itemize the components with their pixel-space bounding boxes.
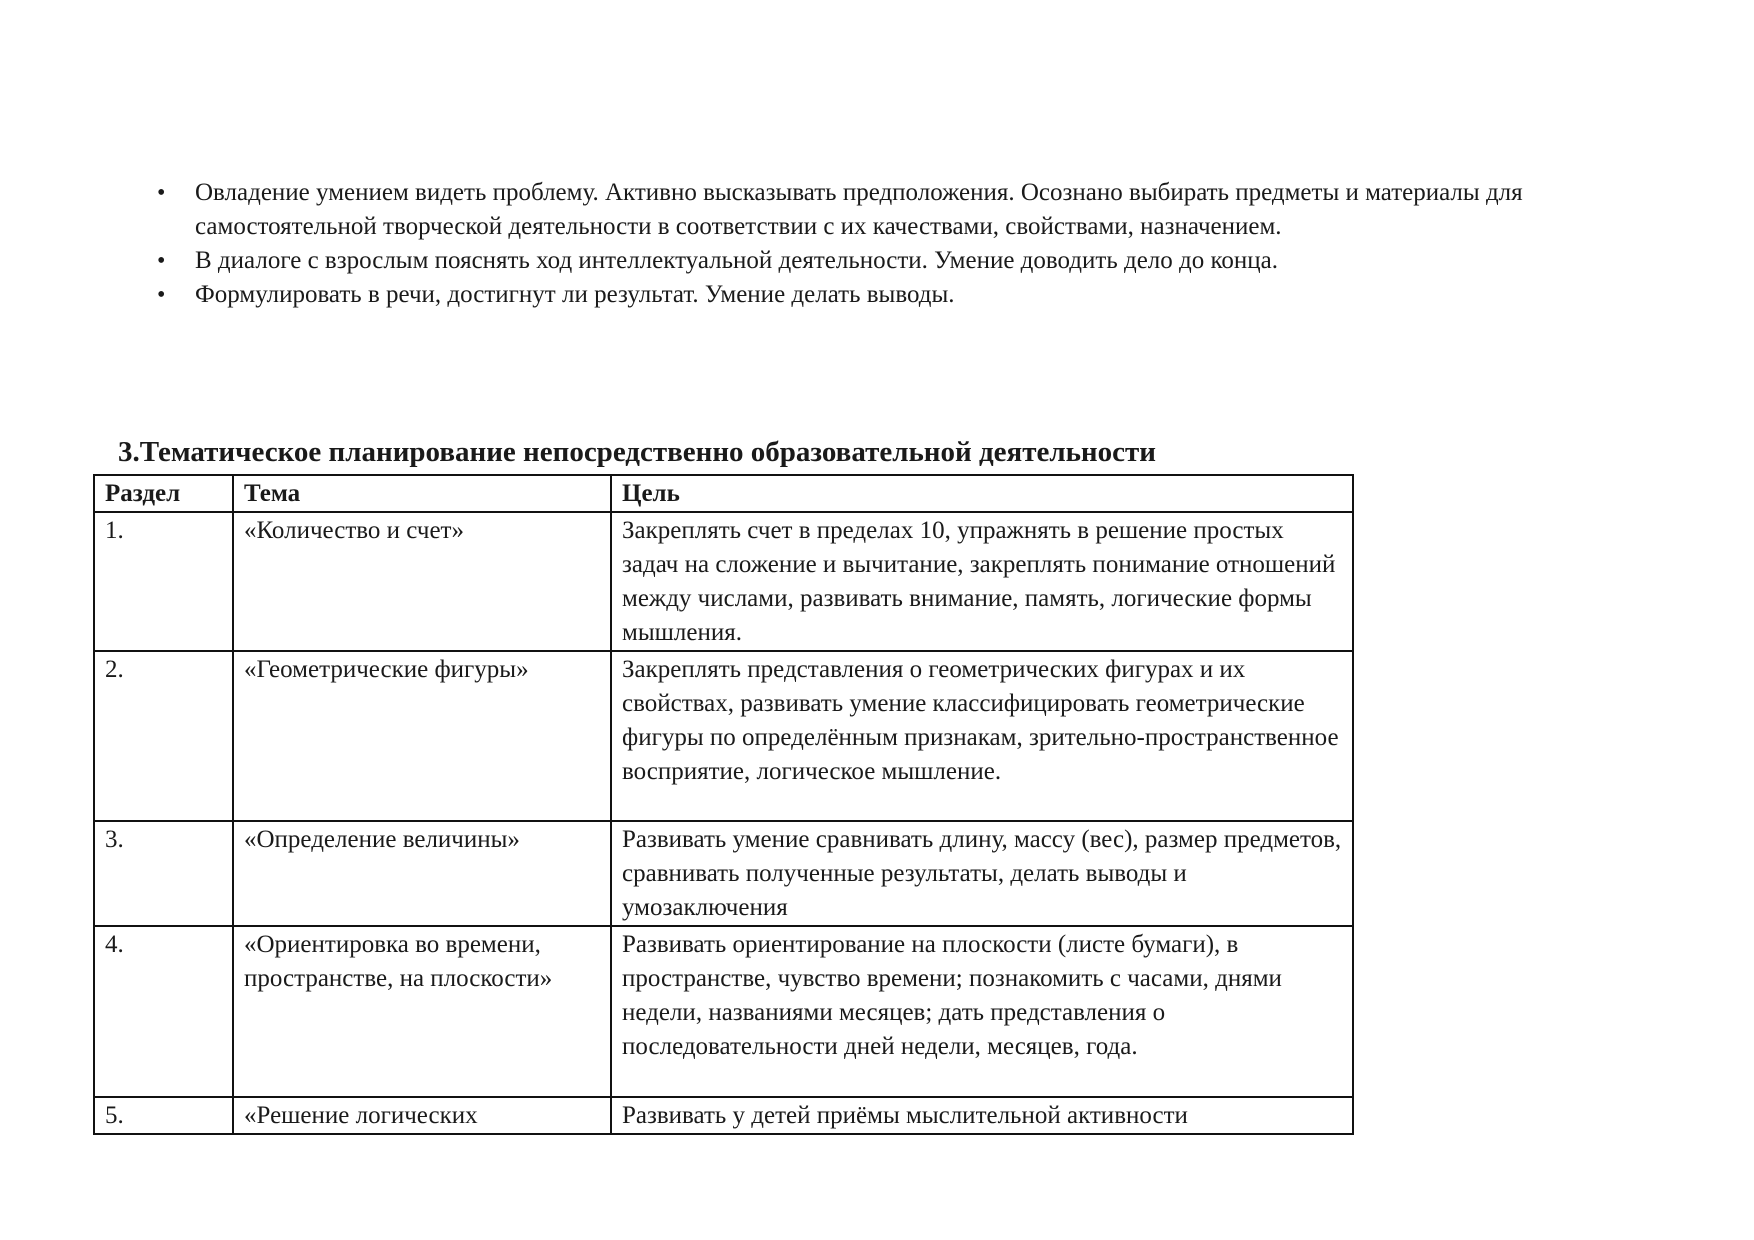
list-item: • Формулировать в речи, достигнут ли результат. Умение делать выводы.	[150, 278, 1600, 312]
outcomes-list	[150, 176, 1600, 312]
table-row	[94, 821, 1353, 926]
row-goal: Закреплять представления о геометрических фигурах и их свойствах, развивать умение классифицировать геометрические фигуры по определённым признакам, зрительно-пространственное восприятие, логическое мышление.	[611, 651, 1353, 821]
row-topic: «Ориентировка во времени, пространстве, на плоскости»	[233, 926, 611, 1097]
row-goal: Развивать умение сравнивать длину, массу (вес), размер предметов, сравнивать полученные результаты, делать выводы и умозаключения	[611, 821, 1353, 926]
table-row	[94, 1097, 1353, 1134]
table-row	[94, 651, 1353, 821]
row-number: 2.	[94, 651, 233, 821]
row-number: 5.	[94, 1097, 233, 1134]
table-header-row	[94, 475, 1353, 512]
row-topic: «Количество и счет»	[233, 512, 611, 651]
table-row	[94, 926, 1353, 1097]
header-goal: Цель	[611, 475, 1353, 512]
row-goal: Закреплять счет в пределах 10, упражнять в решение простых задач на сложение и вычитание, закреплять понимание отношений между числами, развивать внимание, память, логические формы мышления.	[611, 512, 1353, 651]
row-topic: «Решение логических	[233, 1097, 611, 1134]
list-item: • Овладение умением видеть проблему. Активно высказывать предположения. Осознано выбирать предметы и материалы для самостоятельной творческой деятельности в соответствии с их качествами, свойствами, назначением.	[150, 176, 1600, 244]
list-item: • В диалоге с взрослым пояснять ход интеллектуальной деятельности. Умение доводить дело до конца.	[150, 244, 1600, 278]
row-number: 1.	[94, 512, 233, 651]
row-number: 4.	[94, 926, 233, 1097]
header-topic: Тема	[233, 475, 611, 512]
row-topic: «Геометрические фигуры»	[233, 651, 611, 821]
row-goal: Развивать ориентирование на плоскости (листе бумаги), в пространстве, чувство времени; познакомить с часами, днями недели, названиями месяцев; дать представления о последовательности дней недели, месяцев, года.	[611, 926, 1353, 1097]
section-title: 3.Тематическое планирование непосредственно образовательной деятельности	[118, 436, 1156, 468]
row-topic: «Определение величины»	[233, 821, 611, 926]
row-goal: Развивать у детей приёмы мыслительной активности	[611, 1097, 1353, 1134]
thematic-plan-table	[93, 474, 1354, 1135]
row-number: 3.	[94, 821, 233, 926]
header-section: Раздел	[94, 475, 233, 512]
table-row	[94, 512, 1353, 651]
